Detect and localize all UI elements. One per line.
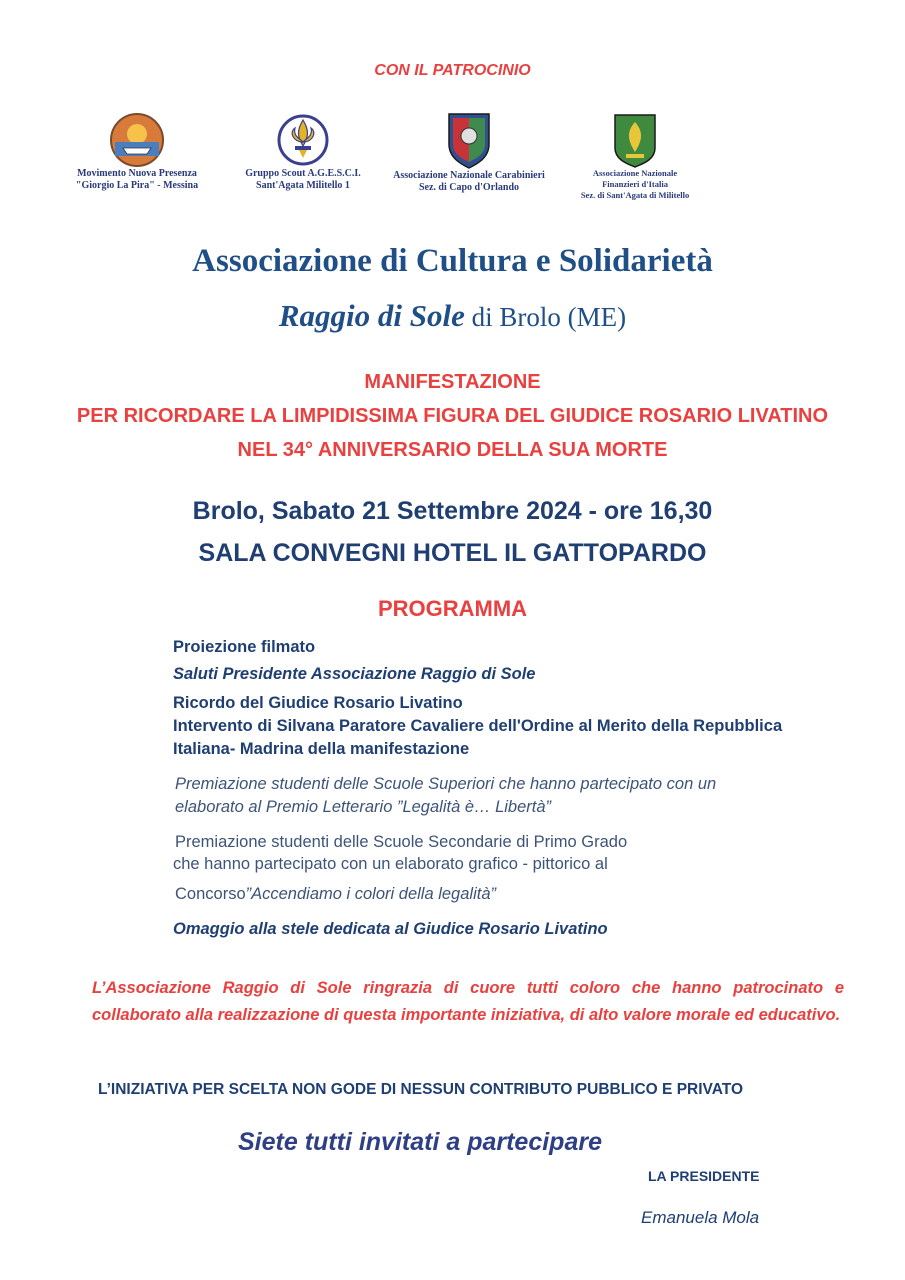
logo-finanzieri <box>560 112 710 201</box>
program-item-continued: Concorso”Accendiamo i colori della legalità” <box>175 885 496 903</box>
program-item-continued: elaborato al Premio Letterario ”Legalità è… Libertà” <box>175 798 552 816</box>
event-venue: SALA CONVEGNI HOTEL IL GATTOPARDO <box>198 539 707 567</box>
program-item: Premiazione studenti delle Scuole Secondarie di Primo Grado <box>175 833 628 851</box>
program-item: Saluti Presidente Associazione Raggio di Sole <box>173 665 536 683</box>
association-name: Raggio di Sole <box>278 298 465 333</box>
carabinieri-shield-icon <box>445 110 493 170</box>
event-purpose: PER RICORDARE LA LIMPIDISSIMA FIGURA DEL GIUDICE ROSARIO LIVATINO <box>76 405 829 427</box>
program-item: Premiazione studenti delle Scuole Superiori che hanno partecipato con un <box>175 775 717 793</box>
program-item-continued: Italiana- Madrina della manifestazione <box>173 740 470 758</box>
association-title: Associazione di Cultura e Solidarietà <box>192 243 713 279</box>
logo-caption: Associazione Nazionale Finanzieri d'Italia Sez. di Sant'Agata di Militello <box>580 168 690 200</box>
no-contribution-note: L’INIZIATIVA PER SCELTA NON GODE DI NESSUN CONTRIBUTO PUBBLICO E PRIVATO <box>98 1081 744 1098</box>
association-location: di Brolo (ME) <box>464 302 627 332</box>
programma-heading: PROGRAMMA <box>377 596 528 621</box>
event-anniversary: NEL 34° ANNIVERSARIO DELLA SUA MORTE <box>237 439 668 461</box>
logo-gruppo-scout <box>228 112 378 192</box>
logo-caption: Movimento Nuova Presenza "Giorgio La Pira" - Messina <box>75 168 199 191</box>
sun-boat-emblem-icon <box>105 112 169 168</box>
logo-caption: Gruppo Scout A.G.E.S.C.I. Sant'Agata Militello 1 <box>245 168 361 191</box>
event-date-time: Brolo, Sabato 21 Settembre 2024 - ore 16,30 <box>192 497 713 525</box>
program-item: Intervento di Silvana Paratore Cavaliere dell'Ordine al Merito della Repubblica <box>173 717 783 735</box>
program-item: Proiezione filmato <box>173 638 316 656</box>
finanzieri-shield-icon <box>612 112 658 168</box>
program-item-continued: che hanno partecipato con un elaborato grafico - pittorico al <box>173 855 608 873</box>
thanks-paragraph: L’Associazione Raggio di Sole ringrazia di cuore tutti coloro che hanno patrocinato e collaborato alla realizzazione di questa importante iniziativa, di alto valore morale ed educativo. <box>92 979 844 1024</box>
association-subtitle <box>0 298 905 334</box>
president-name: Emanuela Mola <box>641 1208 760 1227</box>
invitation-text: Siete tutti invitati a partecipare <box>238 1128 602 1156</box>
logo-caption: Associazione Nazionale Carabinieri Sez. di Capo d'Orlando <box>393 170 545 193</box>
event-heading: MANIFESTAZIONE <box>364 371 541 393</box>
patrocinio-heading: CON IL PATROCINIO <box>374 62 531 79</box>
president-label: LA PRESIDENTE <box>648 1168 760 1184</box>
program-item: Ricordo del Giudice Rosario Livatino <box>173 694 463 712</box>
scout-fleur-de-lis-icon <box>277 112 329 168</box>
logo-movimento-nuova-presenza <box>52 112 222 192</box>
program-item: Omaggio alla stele dedicata al Giudice Rosario Livatino <box>173 920 608 938</box>
logo-carabinieri <box>384 110 554 194</box>
